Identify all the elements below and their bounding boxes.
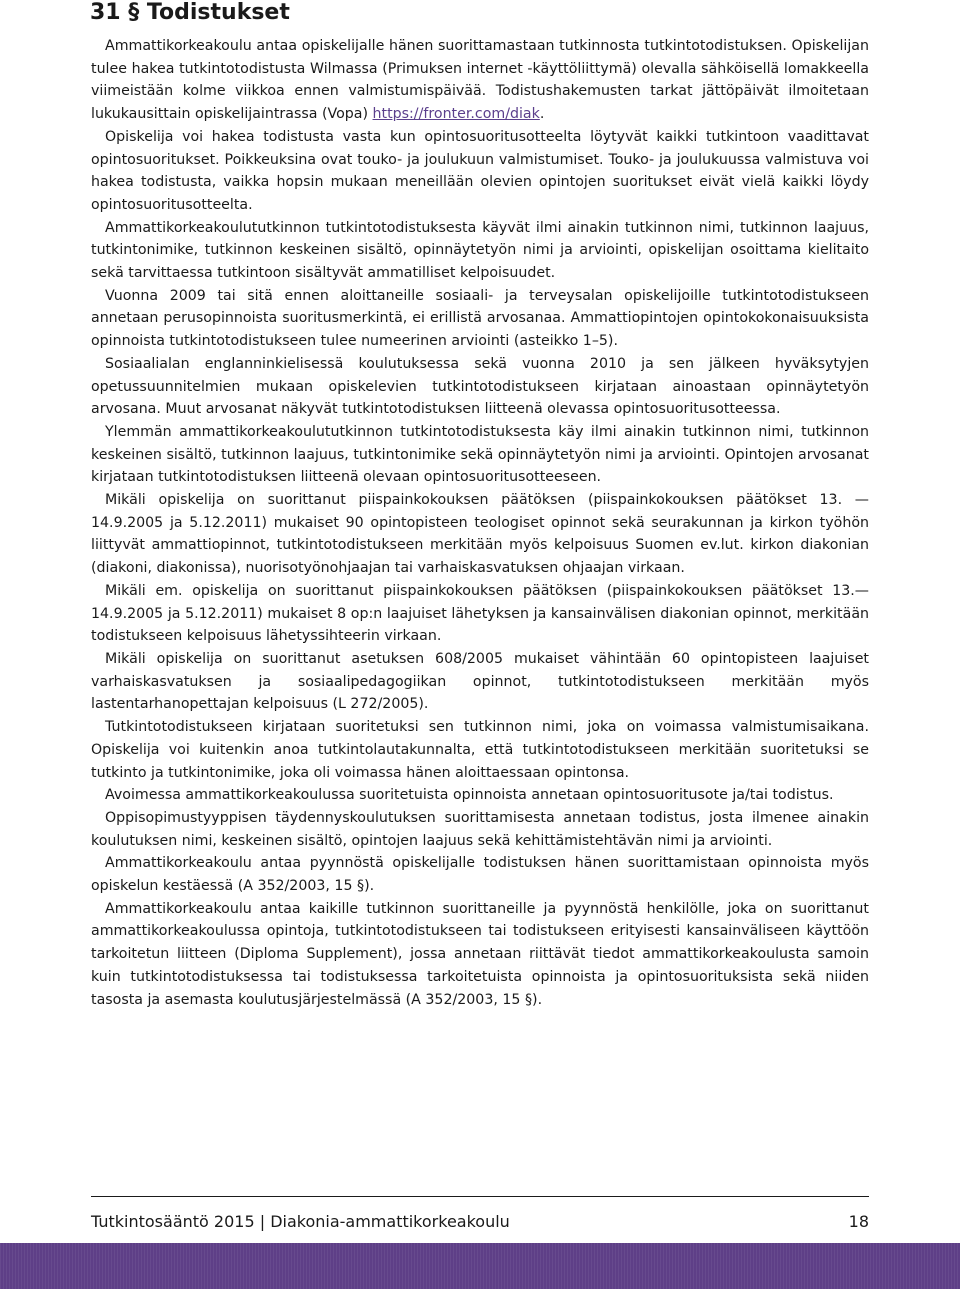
paragraph: Sosiaalialan englanninkielisessä koulutuksessa sekä vuonna 2010 ja sen jälkeen hyväksytyjen opetussuunnitelmien mukaan opiskelevien tutkintotodistukseen kirjataan ainoastaan opinnäytetyön arvosana. Muut arvosanat näkyvät tutkintotodistuksen liitteenä olevassa opintosuoritusotteessa. (91, 355, 869, 418)
paragraph: Oppisopimustyyppisen täydennyskoulutuksen suorittamisesta annetaan todistus, josta ilmenee ainakin koulutuksen nimi, keskeinen sisältö, opintojen laajuus sekä kehittämistehtävän nimi ja arviointi. (91, 809, 869, 849)
fronter-link[interactable]: https://fronter.com/diak (372, 106, 540, 123)
section-heading: 31 § Todistukset (90, 0, 290, 25)
paragraph: Ammattikorkeakoulututkinnon tutkintotodistuksesta käyvät ilmi ainakin tutkinnon nimi, tutkinnon laajuus, tutkintonimike, tutkinnon keskeinen sisältö, opinnäytetyön nimi ja arviointi, opiskelijan osoittama kielitaito sekä tarvittaessa tutkintoon sisältyvät ammatilliset kelpoisuudet. (91, 219, 869, 282)
body-text (91, 35, 869, 1011)
paragraph-text: Ammattikorkeakoulu antaa opiskelijalle hänen suorittamastaan tutkinnosta tutkintotodistuksen. Opiskelijan tulee hakea tutkintotodistusta Wilmassa (Primuksen internet -käyttöliittymä) olevalla sähköisellä lomakkeella viimeistään kolme viikkoa ennen valmistumispäivää. Todistushakemusten tarkat jättöpäivät ilmoitetaan lukukausittain opiskelijaintrassa (Vopa) (91, 38, 869, 123)
paragraph (91, 35, 869, 126)
footer-document-title: Tutkintosääntö 2015 | Diakonia-ammattikorkeakoulu (91, 1212, 510, 1231)
paragraph: Mikäli em. opiskelija on suorittanut piispainkokouksen päätöksen (piispainkokouksen päätökset 13.— 14.9.2005 ja 5.12.2011) mukaiset 8 op:n laajuiset lähetyksen ja kansainvälisen diakonian opinnot, merkitään todistukseen kelpoisuus lähetyssihteerin virkaan. (91, 582, 869, 645)
paragraph: Tutkintotodistukseen kirjataan suoritetuksi sen tutkinnon nimi, joka on voimassa valmistumisaikana. Opiskelija voi kuitenkin anoa tutkintolautakunnalta, että tutkintotodistukseen merkitään suoritetuksi se tutkinto ja tutkintonimike, joka oli voimassa hänen aloittaessaan opintonsa. (91, 719, 869, 781)
paragraph: Ammattikorkeakoulu antaa kaikille tutkinnon suorittaneille ja pyynnöstä henkilölle, joka on suorittanut ammattikorkeakoulussa opintoja, tutkintotodistukseen tai todistukseen erityisesti kansainväliseen käyttöön tarkoitetun liitteen (Diploma Supplement), jossa annetaan riittävät tiedot ammattikorkeakoulusta samoin kuin tutkintotodistuksessa tai todistuksessa tarkoitetuista opinnoista ja opintosuorituksista sekä niiden tasosta ja asemasta koulutusjärjestelmässä (A 352/2003, 15 §). (91, 900, 869, 1008)
paragraph: Mikäli opiskelija on suorittanut asetuksen 608/2005 mukaiset vähintään 60 opintopisteen laajuiset varhaiskasvatuksen ja sosiaalipedagogiikan opinnot, tutkintotodistukseen merkitään myös lastentarhanopettajan kelpoisuus (L 272/2005). (91, 650, 869, 713)
footer-color-band (0, 1243, 960, 1289)
paragraph: Avoimessa ammattikorkeakoulussa suoritetuista opinnoista annetaan opintosuoritusote ja/tai todistus. (105, 787, 834, 804)
page-footer (91, 1211, 869, 1233)
page-number: 18 (848, 1212, 869, 1231)
paragraph: Ammattikorkeakoulu antaa pyynnöstä opiskelijalle todistuksen hänen suorittamistaan opinnoista myös opiskelun kestäessä (A 352/2003, 15 §). (91, 855, 869, 895)
paragraph: Vuonna 2009 tai sitä ennen aloittaneille sosiaali- ja terveysalan opiskelijoille tutkintotodistukseen annetaan perusopinnoista suoritusmerkintä, ei erillistä arvosanaa. Ammattiopintojen opintokokonaisuuksista opinnoista tutkintotodistukseen tulee numeerinen arviointi (asteikko 1–5). (91, 287, 869, 350)
footer-divider (91, 1196, 869, 1197)
paragraph-text: . (539, 106, 545, 123)
paragraph: Opiskelija voi hakea todistusta vasta kun opintosuoritusotteelta löytyvät kaikki tutkintoon vaadittavat opintosuoritukset. Poikkeuksina ovat touko- ja joulukuun valmistumiset. Touko- ja joulukuussa valmistuva voi hakea todistusta, vaikka hopsin mukaan meneillään olevien opintojen suoritukset eivät vielä kaikki löydy opintosuoritusotteelta. (91, 128, 869, 213)
paragraph: Mikäli opiskelija on suorittanut piispainkokouksen päätöksen (piispainkokouksen päätökset 13. — 14.9.2005 ja 5.12.2011) mukaiset 90 opintopisteen teologiset opinnot sekä seurakunnan ja kirkon työhön liittyvät ammattiopinnot, tutkintotodistukseen merkitään myös kelpoisuus Suomen ev.lut. kirkon diakonian (diakoni, diakonissa), nuorisotyönohjaajan tai varhaiskasvatuksen ohjaajan virkaan. (91, 492, 869, 577)
paragraph: Ylemmän ammattikorkeakoulututkinnon tutkintotodistuksesta käy ilmi ainakin tutkinnon nimi, tutkinnon keskeinen sisältö, tutkinnon laajuus, tutkintonimike sekä opinnäytetyön nimi ja arviointi. Opintojen arvosanat kirjataan tutkintotodistuksen liitteenä olevaan opintosuoritusotteeseen. (91, 423, 869, 486)
